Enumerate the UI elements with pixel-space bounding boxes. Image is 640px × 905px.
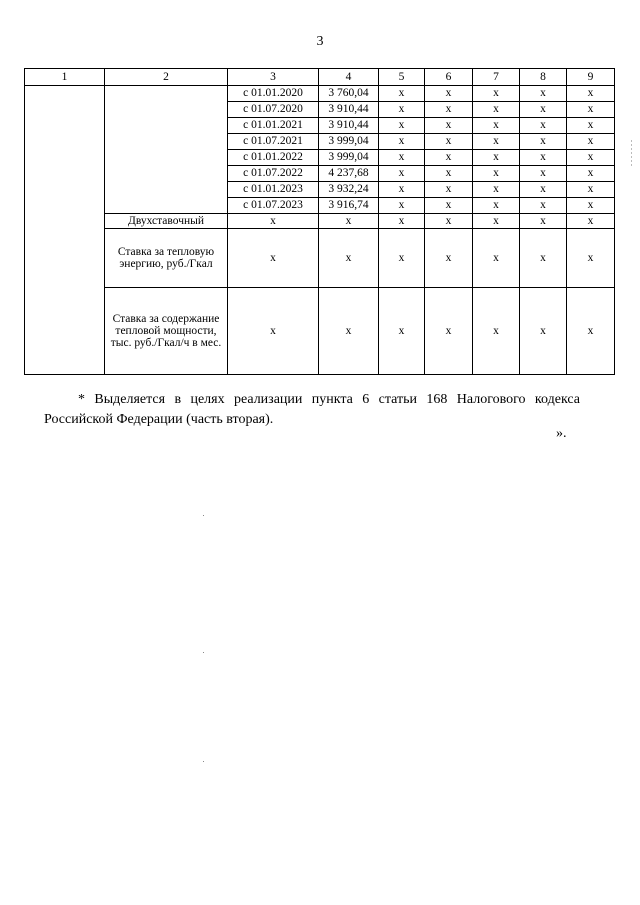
table-header-row [25,69,615,86]
mark-cell: x [567,288,615,375]
mark-cell: x [425,182,473,198]
mark-cell: x [520,150,567,166]
column-number: 9 [567,69,615,86]
mark-cell: x [379,102,425,118]
mark-cell: x [567,118,615,134]
mark-cell: x [520,166,567,182]
mark-cell: x [473,150,520,166]
mark-cell: x [520,182,567,198]
mark-cell: x [520,214,567,229]
row-label-capacity-rate: Ставка за содержание тепловой мощности, тыс. руб./Гкал/ч в мес. [105,288,228,375]
row-label-energy-rate: Ставка за тепловую энергию, руб./Гкал [105,229,228,288]
mark-cell: x [379,288,425,375]
mark-cell: x [425,150,473,166]
mark-cell: x [473,134,520,150]
mark-cell: x [425,102,473,118]
rate-date: с 01.01.2021 [228,118,319,134]
rate-value: 3 910,44 [319,118,379,134]
mark-cell: x [473,118,520,134]
mark-cell: x [520,198,567,214]
column-number: 3 [228,69,319,86]
table-row [25,288,615,375]
rate-date: с 01.01.2020 [228,86,319,102]
mark-cell: x [379,86,425,102]
mark-cell: x [567,229,615,288]
mark-cell: x [425,118,473,134]
mark-cell: x [379,182,425,198]
rate-date: с 01.07.2023 [228,198,319,214]
tariff-table [24,68,615,375]
rate-value: 3 999,04 [319,150,379,166]
mark-cell: x [567,150,615,166]
rate-date: с 01.01.2023 [228,182,319,198]
mark-cell: x [379,214,425,229]
mark-cell: x [473,166,520,182]
mark-cell: x [567,198,615,214]
mark-cell: x [425,166,473,182]
rate-value: 3 999,04 [319,134,379,150]
column-number: 2 [105,69,228,86]
column-number: 1 [25,69,105,86]
mark-cell: x [473,182,520,198]
mark-cell: x [425,134,473,150]
column-number: 6 [425,69,473,86]
mark-cell: x [567,182,615,198]
mark-cell: x [520,86,567,102]
column-number: 4 [319,69,379,86]
mark-cell: x [425,86,473,102]
table-cell-col1 [25,86,105,375]
column-number: 8 [520,69,567,86]
mark-cell: x [567,214,615,229]
scan-speck [203,652,204,653]
column-number: 7 [473,69,520,86]
column-number: 5 [379,69,425,86]
mark-cell: x [567,102,615,118]
table-row [25,86,615,102]
mark-cell: x [567,134,615,150]
mark-cell: x [379,166,425,182]
rate-value: 3 916,74 [319,198,379,214]
mark-cell: x [228,288,319,375]
rate-date: с 01.07.2020 [228,102,319,118]
mark-cell: x [473,198,520,214]
mark-cell: x [379,150,425,166]
scan-speck [203,761,204,762]
mark-cell: x [473,86,520,102]
mark-cell: x [379,134,425,150]
page-number: 3 [316,34,324,49]
mark-cell: x [520,118,567,134]
mark-cell: x [228,214,319,229]
rate-value: 3 910,44 [319,102,379,118]
mark-cell: x [379,198,425,214]
rate-value: 4 237,68 [319,166,379,182]
rate-date: с 01.01.2022 [228,150,319,166]
mark-cell: x [425,229,473,288]
mark-cell: x [228,229,319,288]
scan-edge-mark [631,140,632,168]
scan-speck [203,515,204,516]
closing-quote: ». [556,426,567,441]
mark-cell: x [567,86,615,102]
mark-cell: x [425,214,473,229]
rate-date: с 01.07.2022 [228,166,319,182]
rate-value: 3 932,24 [319,182,379,198]
mark-cell: x [425,288,473,375]
mark-cell: x [473,229,520,288]
mark-cell: x [425,198,473,214]
mark-cell: x [473,102,520,118]
footnote: * Выделяется в целях реализации пункта 6 статьи 168 Налогового кодекса Российской Федерации (часть вторая). [44,392,580,428]
mark-cell: x [319,288,379,375]
mark-cell: x [319,229,379,288]
mark-cell: x [473,214,520,229]
mark-cell: x [319,214,379,229]
table-row [25,214,615,229]
rate-date: с 01.07.2021 [228,134,319,150]
mark-cell: x [520,288,567,375]
table-row [25,229,615,288]
mark-cell: x [520,102,567,118]
mark-cell: x [520,134,567,150]
mark-cell: x [520,229,567,288]
mark-cell: x [473,288,520,375]
mark-cell: x [567,166,615,182]
mark-cell: x [379,229,425,288]
table-cell-col2 [105,86,228,214]
rate-value: 3 760,04 [319,86,379,102]
mark-cell: x [379,118,425,134]
row-label-two-part: Двухставочный [105,214,228,229]
